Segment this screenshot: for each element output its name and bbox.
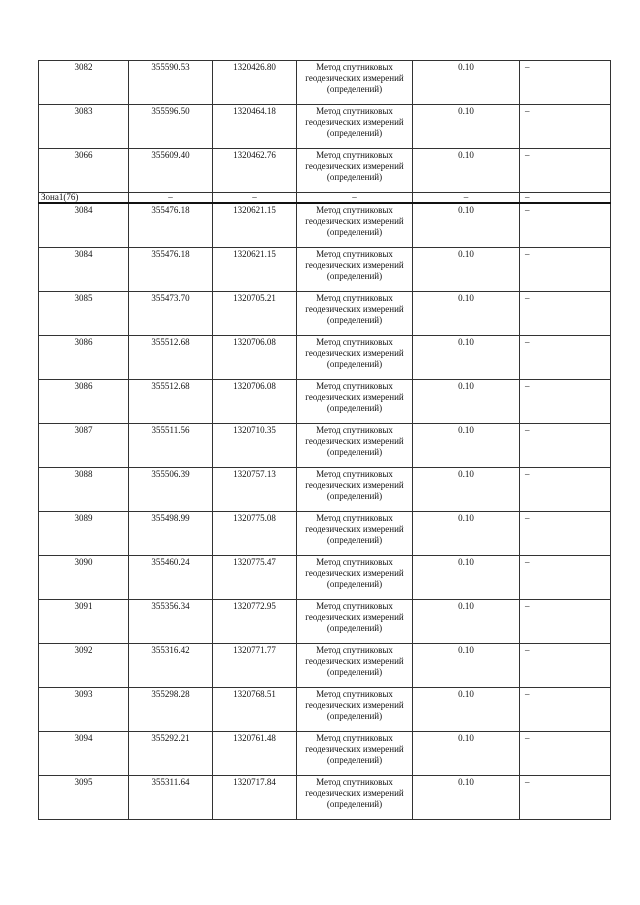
y-coordinate-cell: 1320771.77 xyxy=(213,644,297,688)
y-coordinate-cell: 1320426.80 xyxy=(213,61,297,105)
y-coordinate-cell: 1320775.08 xyxy=(213,512,297,556)
x-coordinate-cell: 355316.42 xyxy=(129,644,213,688)
accuracy-cell: – xyxy=(413,193,520,204)
note-cell: – xyxy=(520,732,611,776)
y-coordinate-cell: 1320775.47 xyxy=(213,556,297,600)
point-id-cell: 3083 xyxy=(39,105,129,149)
point-id-cell: 3092 xyxy=(39,644,129,688)
accuracy-cell: 0.10 xyxy=(413,600,520,644)
accuracy-cell: 0.10 xyxy=(413,380,520,424)
x-coordinate-cell: 355512.68 xyxy=(129,336,213,380)
x-coordinate-cell: – xyxy=(129,193,213,204)
point-id-cell: 3088 xyxy=(39,468,129,512)
note-cell: – xyxy=(520,644,611,688)
y-coordinate-cell: 1320621.15 xyxy=(213,203,297,248)
accuracy-cell: 0.10 xyxy=(413,644,520,688)
note-cell: – xyxy=(520,468,611,512)
note-cell: – xyxy=(520,512,611,556)
point-id-cell: 3095 xyxy=(39,776,129,820)
note-cell: – xyxy=(520,248,611,292)
method-cell: Метод спутниковых геодезических измерений (определений) xyxy=(297,149,413,193)
accuracy-cell: 0.10 xyxy=(413,556,520,600)
note-cell: – xyxy=(520,149,611,193)
note-cell: – xyxy=(520,688,611,732)
note-cell: – xyxy=(520,424,611,468)
x-coordinate-cell: 355511.56 xyxy=(129,424,213,468)
point-id-cell: 3086 xyxy=(39,380,129,424)
table-row xyxy=(39,732,611,776)
method-cell: Метод спутниковых геодезических измерений (определений) xyxy=(297,732,413,776)
x-coordinate-cell: 355506.39 xyxy=(129,468,213,512)
table-row xyxy=(39,556,611,600)
accuracy-cell: 0.10 xyxy=(413,248,520,292)
method-cell: Метод спутниковых геодезических измерений (определений) xyxy=(297,644,413,688)
point-id-cell: 3093 xyxy=(39,688,129,732)
point-id-cell: 3084 xyxy=(39,203,129,248)
x-coordinate-cell: 355356.34 xyxy=(129,600,213,644)
note-cell: – xyxy=(520,193,611,204)
y-coordinate-cell: 1320768.51 xyxy=(213,688,297,732)
table-row xyxy=(39,776,611,820)
x-coordinate-cell: 355609.40 xyxy=(129,149,213,193)
accuracy-cell: 0.10 xyxy=(413,105,520,149)
accuracy-cell: 0.10 xyxy=(413,149,520,193)
table-row xyxy=(39,203,611,248)
accuracy-cell: 0.10 xyxy=(413,688,520,732)
table-row xyxy=(39,336,611,380)
x-coordinate-cell: 355512.68 xyxy=(129,380,213,424)
x-coordinate-cell: 355498.99 xyxy=(129,512,213,556)
coordinates-table-body xyxy=(39,61,611,820)
y-coordinate-cell: 1320462.76 xyxy=(213,149,297,193)
note-cell: – xyxy=(520,292,611,336)
note-cell: – xyxy=(520,380,611,424)
x-coordinate-cell: 355292.21 xyxy=(129,732,213,776)
x-coordinate-cell: 355590.53 xyxy=(129,61,213,105)
accuracy-cell: 0.10 xyxy=(413,512,520,556)
note-cell: – xyxy=(520,203,611,248)
method-cell: Метод спутниковых геодезических измерений (определений) xyxy=(297,468,413,512)
method-cell: Метод спутниковых геодезических измерений (определений) xyxy=(297,776,413,820)
coordinates-table xyxy=(38,60,611,820)
y-coordinate-cell: 1320705.21 xyxy=(213,292,297,336)
accuracy-cell: 0.10 xyxy=(413,468,520,512)
y-coordinate-cell: 1320710.35 xyxy=(213,424,297,468)
table-row xyxy=(39,61,611,105)
method-cell: Метод спутниковых геодезических измерений (определений) xyxy=(297,203,413,248)
method-cell: Метод спутниковых геодезических измерений (определений) xyxy=(297,336,413,380)
method-cell: Метод спутниковых геодезических измерений (определений) xyxy=(297,600,413,644)
accuracy-cell: 0.10 xyxy=(413,424,520,468)
method-cell: Метод спутниковых геодезических измерений (определений) xyxy=(297,292,413,336)
point-id-cell: 3066 xyxy=(39,149,129,193)
note-cell: – xyxy=(520,105,611,149)
y-coordinate-cell: 1320464.18 xyxy=(213,105,297,149)
point-id-cell: 3086 xyxy=(39,336,129,380)
method-cell: Метод спутниковых геодезических измерений (определений) xyxy=(297,556,413,600)
accuracy-cell: 0.10 xyxy=(413,336,520,380)
accuracy-cell: 0.10 xyxy=(413,776,520,820)
x-coordinate-cell: 355298.28 xyxy=(129,688,213,732)
y-coordinate-cell: – xyxy=(213,193,297,204)
y-coordinate-cell: 1320772.95 xyxy=(213,600,297,644)
table-row xyxy=(39,380,611,424)
table-row xyxy=(39,644,611,688)
point-id-cell: 3087 xyxy=(39,424,129,468)
method-cell: Метод спутниковых геодезических измерений (определений) xyxy=(297,380,413,424)
x-coordinate-cell: 355460.24 xyxy=(129,556,213,600)
table-row xyxy=(39,468,611,512)
method-cell: Метод спутниковых геодезических измерений (определений) xyxy=(297,424,413,468)
method-cell: Метод спутниковых геодезических измерений (определений) xyxy=(297,61,413,105)
accuracy-cell: 0.10 xyxy=(413,732,520,776)
table-row xyxy=(39,105,611,149)
point-id-cell: 3091 xyxy=(39,600,129,644)
x-coordinate-cell: 355596.50 xyxy=(129,105,213,149)
method-cell: – xyxy=(297,193,413,204)
y-coordinate-cell: 1320706.08 xyxy=(213,380,297,424)
accuracy-cell: 0.10 xyxy=(413,61,520,105)
note-cell: – xyxy=(520,61,611,105)
table-row xyxy=(39,600,611,644)
note-cell: – xyxy=(520,556,611,600)
table-row xyxy=(39,424,611,468)
accuracy-cell: 0.10 xyxy=(413,292,520,336)
point-id-cell: 3094 xyxy=(39,732,129,776)
point-id-cell: 3085 xyxy=(39,292,129,336)
table-row xyxy=(39,292,611,336)
accuracy-cell: 0.10 xyxy=(413,203,520,248)
zone-row xyxy=(39,193,611,204)
point-id-cell: Зона1(76) xyxy=(39,193,129,204)
note-cell: – xyxy=(520,776,611,820)
method-cell: Метод спутниковых геодезических измерений (определений) xyxy=(297,688,413,732)
y-coordinate-cell: 1320717.84 xyxy=(213,776,297,820)
note-cell: – xyxy=(520,600,611,644)
note-cell: – xyxy=(520,336,611,380)
x-coordinate-cell: 355476.18 xyxy=(129,203,213,248)
table-row xyxy=(39,248,611,292)
x-coordinate-cell: 355473.70 xyxy=(129,292,213,336)
point-id-cell: 3082 xyxy=(39,61,129,105)
table-row xyxy=(39,688,611,732)
point-id-cell: 3089 xyxy=(39,512,129,556)
x-coordinate-cell: 355311.64 xyxy=(129,776,213,820)
method-cell: Метод спутниковых геодезических измерений (определений) xyxy=(297,105,413,149)
y-coordinate-cell: 1320706.08 xyxy=(213,336,297,380)
table-row xyxy=(39,149,611,193)
method-cell: Метод спутниковых геодезических измерений (определений) xyxy=(297,248,413,292)
method-cell: Метод спутниковых геодезических измерений (определений) xyxy=(297,512,413,556)
point-id-cell: 3084 xyxy=(39,248,129,292)
point-id-cell: 3090 xyxy=(39,556,129,600)
x-coordinate-cell: 355476.18 xyxy=(129,248,213,292)
y-coordinate-cell: 1320761.48 xyxy=(213,732,297,776)
y-coordinate-cell: 1320757.13 xyxy=(213,468,297,512)
table-row xyxy=(39,512,611,556)
y-coordinate-cell: 1320621.15 xyxy=(213,248,297,292)
